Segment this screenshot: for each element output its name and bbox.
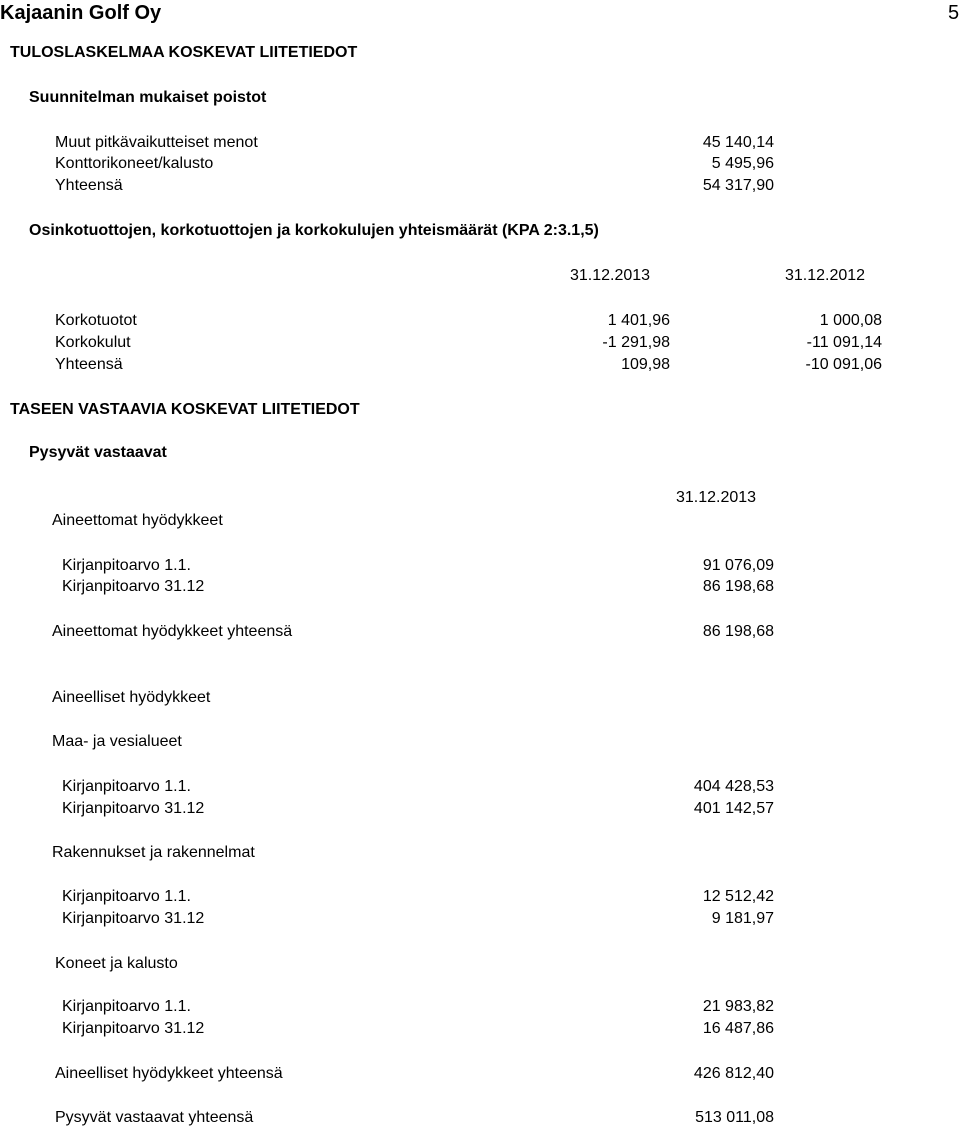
- balance-notes-title: TASEEN VASTAAVIA KOSKEVAT LIITETIEDOT: [10, 401, 360, 418]
- machinery-row-value: 21 983,82: [702, 998, 774, 1015]
- depreciation-row-value: 45 140,14: [702, 134, 774, 151]
- land-water-row-value: 401 142,57: [693, 800, 774, 817]
- interest-total-value-2013: 109,98: [621, 356, 670, 373]
- land-water-title: Maa- ja vesialueet: [52, 733, 182, 750]
- page-number: 5: [948, 2, 960, 24]
- interest-row-value-2012: -11 091,14: [806, 334, 882, 351]
- income-notes-title: TULOSLASKELMAA KOSKEVAT LIITETIEDOT: [10, 44, 358, 61]
- interest-title: Osinkotuottojen, korkotuottojen ja korkokulujen yhteismäärät (KPA 2:3.1,5): [29, 222, 599, 239]
- fixed-assets-title: Pysyvät vastaavat: [29, 444, 167, 461]
- company-name: Kajaanin Golf Oy: [0, 2, 162, 24]
- intangible-row-value: 91 076,09: [702, 557, 774, 574]
- machinery-row-label: Kirjanpitoarvo 31.12: [62, 1020, 205, 1037]
- interest-row-label: Korkotuotot: [55, 312, 137, 329]
- intangible-row-label: Kirjanpitoarvo 1.1.: [62, 557, 191, 574]
- land-water-row-label: Kirjanpitoarvo 1.1.: [62, 778, 191, 795]
- buildings-title: Rakennukset ja rakennelmat: [52, 844, 255, 861]
- depreciation-total-value: 54 317,90: [702, 177, 774, 194]
- buildings-row-label: Kirjanpitoarvo 31.12: [62, 910, 205, 927]
- buildings-row-value: 12 512,42: [702, 888, 774, 905]
- buildings-row-value: 9 181,97: [711, 910, 774, 927]
- intangible-total-label: Aineettomat hyödykkeet yhteensä: [52, 623, 293, 640]
- buildings-row-label: Kirjanpitoarvo 1.1.: [62, 888, 191, 905]
- assets-date-header: 31.12.2013: [676, 489, 757, 506]
- interest-row-label: Korkokulut: [55, 334, 131, 351]
- tangible-total-value: 426 812,40: [693, 1065, 774, 1082]
- intangible-row-label: Kirjanpitoarvo 31.12: [62, 578, 205, 595]
- interest-row-value-2012: 1 000,08: [819, 312, 882, 329]
- intangible-row-value: 86 198,68: [702, 578, 774, 595]
- interest-total-label: Yhteensä: [55, 356, 123, 373]
- land-water-row-value: 404 428,53: [693, 778, 774, 795]
- land-water-row-label: Kirjanpitoarvo 31.12: [62, 800, 205, 817]
- interest-col-2013: 31.12.2013: [570, 267, 651, 284]
- interest-row-value-2013: 1 401,96: [607, 312, 670, 329]
- intangible-total-value: 86 198,68: [702, 623, 774, 640]
- fixed-assets-total-label: Pysyvät vastaavat yhteensä: [55, 1109, 254, 1126]
- interest-row-value-2013: -1 291,98: [602, 334, 670, 351]
- depreciation-title: Suunnitelman mukaiset poistot: [29, 89, 267, 106]
- intangible-title: Aineettomat hyödykkeet: [52, 512, 223, 529]
- tangible-title: Aineelliset hyödykkeet: [52, 689, 211, 706]
- depreciation-row-label: Konttorikoneet/kalusto: [55, 155, 214, 172]
- depreciation-row-label: Muut pitkävaikutteiset menot: [55, 134, 258, 151]
- machinery-row-label: Kirjanpitoarvo 1.1.: [62, 998, 191, 1015]
- depreciation-row-value: 5 495,96: [711, 155, 774, 172]
- machinery-row-value: 16 487,86: [702, 1020, 774, 1037]
- machinery-title: Koneet ja kalusto: [55, 955, 178, 972]
- interest-col-2012: 31.12.2012: [785, 267, 866, 284]
- interest-total-value-2012: -10 091,06: [805, 356, 882, 373]
- fixed-assets-total-value: 513 011,08: [695, 1109, 774, 1126]
- tangible-total-label: Aineelliset hyödykkeet yhteensä: [55, 1065, 283, 1082]
- depreciation-total-label: Yhteensä: [55, 177, 123, 194]
